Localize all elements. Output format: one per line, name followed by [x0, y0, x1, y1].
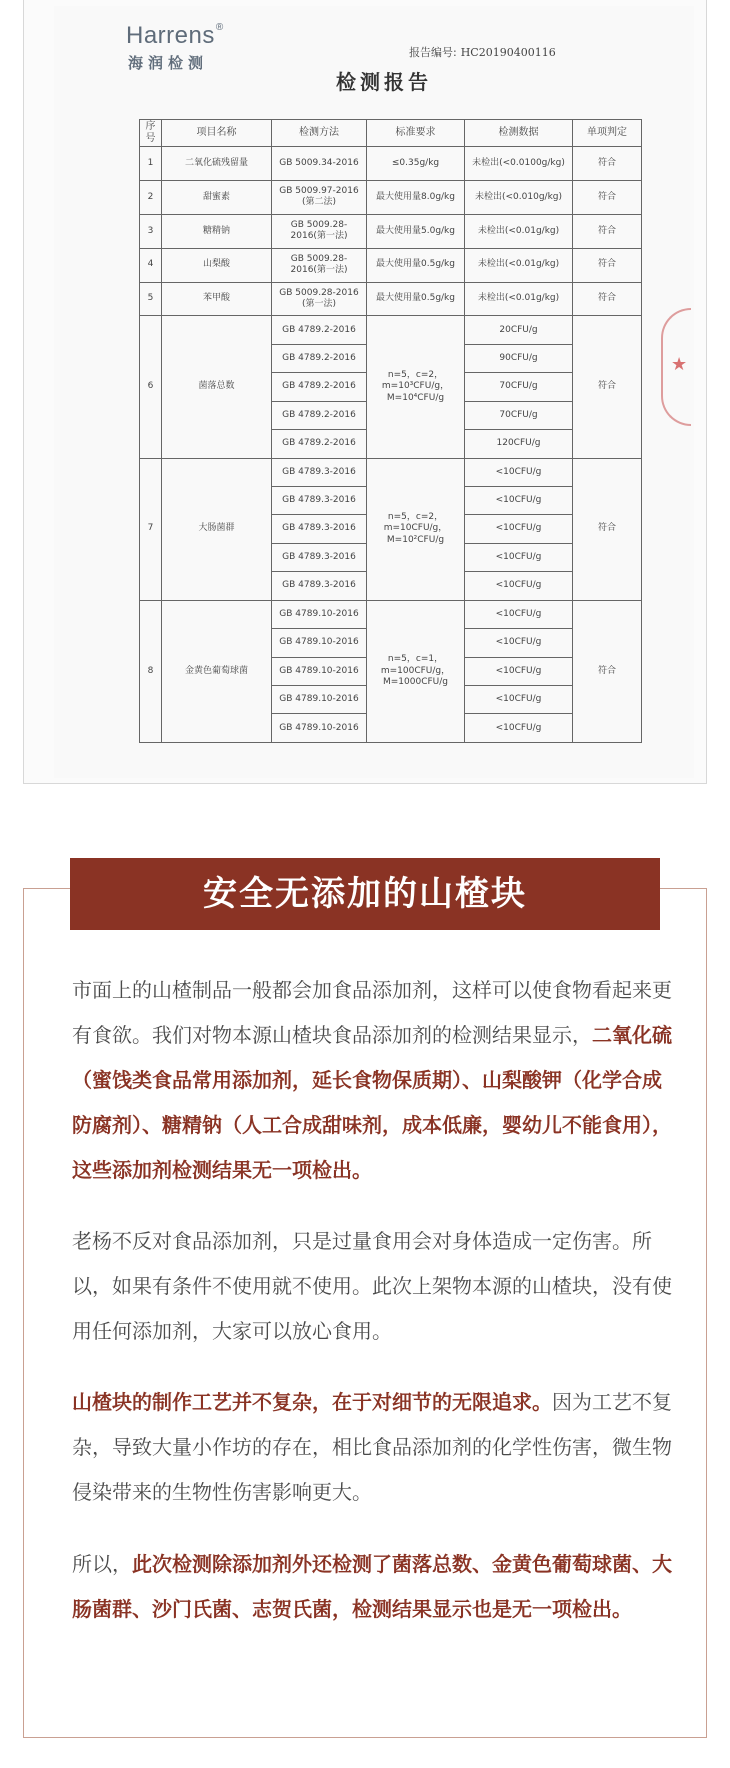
red-seal-stamp: [661, 308, 691, 426]
cell-std: n=5，c=2， m=10³CFU/g， M=10⁴CFU/g: [367, 316, 465, 458]
cell-data: 未检出(<0.01g/kg): [465, 248, 573, 282]
cell-seq: 7: [140, 458, 162, 600]
cell-data: 未检出(<0.01g/kg): [465, 214, 573, 248]
cell-method: GB 4789.10-2016: [272, 685, 367, 713]
paragraph-4: [72, 1542, 672, 1632]
paragraph-3: [72, 1380, 672, 1515]
cell-data: 未检出(<0.01g/kg): [465, 282, 573, 316]
report-title: 检测报告: [336, 70, 432, 94]
star-icon: ★: [671, 354, 688, 375]
cell-judge: 符合: [573, 282, 642, 316]
cell-method: GB 4789.3-2016: [272, 572, 367, 600]
cell-seq: 4: [140, 248, 162, 282]
cell-data: 20CFU/g: [465, 316, 573, 344]
cell-data: <10CFU/g: [465, 572, 573, 600]
cell-method: GB 5009.28-2016(第一法): [272, 214, 367, 248]
header-data: 检测数据: [465, 120, 573, 147]
cell-judge: 符合: [573, 147, 642, 181]
cell-seq: 1: [140, 147, 162, 181]
section-banner: [70, 858, 660, 930]
table-row: [140, 147, 642, 181]
cell-name: 大肠菌群: [162, 458, 272, 600]
table-row: [140, 180, 642, 214]
cell-method: GB 4789.3-2016: [272, 543, 367, 571]
brand-logo: [126, 22, 224, 50]
report-sheet: [54, 6, 694, 778]
cell-data: 120CFU/g: [465, 430, 573, 458]
cell-std: ≤0.35g/kg: [367, 147, 465, 181]
cell-data: 未检出(<0.0100g/kg): [465, 147, 573, 181]
cell-method: GB 5009.97-2016 (第二法): [272, 180, 367, 214]
registered-mark: ®: [215, 22, 224, 33]
table-body: [140, 147, 642, 743]
cell-data: <10CFU/g: [465, 515, 573, 543]
report-card: [23, 0, 707, 784]
cell-method: GB 4789.10-2016: [272, 657, 367, 685]
table-row: [140, 316, 642, 344]
cell-data: <10CFU/g: [465, 685, 573, 713]
header-judgement: 单项判定: [573, 120, 642, 147]
header-standard: 标准要求: [367, 120, 465, 147]
cell-name: 苯甲酸: [162, 282, 272, 316]
highlight-text: 此次检测除添加剂外还检测了菌落总数、金黄色葡萄球菌、大肠菌群、沙门氏菌、志贺氏菌，检测结果显示也是无一项检出。: [72, 1552, 672, 1621]
cell-name: 二氧化硫残留量: [162, 147, 272, 181]
cell-method: GB 4789.2-2016: [272, 344, 367, 372]
cell-method: GB 5009.28-2016 (第一法): [272, 282, 367, 316]
report-number: [409, 44, 556, 60]
cell-judge: 符合: [573, 600, 642, 742]
header-seq: 序号: [140, 120, 162, 147]
cell-method: GB 4789.2-2016: [272, 373, 367, 401]
cell-method: GB 5009.34-2016: [272, 147, 367, 181]
header-method: 检测方法: [272, 120, 367, 147]
table-row: [140, 214, 642, 248]
report-number-label: 报告编号:: [409, 46, 457, 59]
paragraph-1: [72, 968, 672, 1193]
cell-method: GB 4789.3-2016: [272, 458, 367, 486]
body-text: 老杨不反对食品添加剂，只是过量食用会对身体造成一定伤害。所以，如果有条件不使用就不使用。此次上架物本源的山楂块，没有使用任何添加剂，大家可以放心食用。: [72, 1229, 672, 1343]
cell-data: <10CFU/g: [465, 629, 573, 657]
cell-judge: 符合: [573, 316, 642, 458]
cell-name: 糖精钠: [162, 214, 272, 248]
highlight-text: 二氧化硫（蜜饯类食品常用添加剂，延长食物保质期）、山梨酸钾（化学合成防腐剂）、糖精钠（人工合成甜味剂，成本低廉，婴幼儿不能食用），这些添加剂检测结果无一项检出。: [72, 1023, 672, 1182]
cell-name: 甜蜜素: [162, 180, 272, 214]
body-text: 所以，: [72, 1552, 132, 1576]
brand-logo-chinese: 海润检测: [128, 54, 209, 72]
cell-data: 70CFU/g: [465, 373, 573, 401]
table-row: [140, 248, 642, 282]
cell-method: GB 4789.3-2016: [272, 515, 367, 543]
test-results-table: [139, 119, 642, 743]
table-row: [140, 458, 642, 486]
cell-data: 70CFU/g: [465, 401, 573, 429]
cell-method: GB 4789.2-2016: [272, 401, 367, 429]
cell-std: 最大使用量8.0g/kg: [367, 180, 465, 214]
table-row: [140, 600, 642, 628]
paragraph-2: [72, 1219, 672, 1354]
cell-data: <10CFU/g: [465, 600, 573, 628]
highlight-text: 山楂块的制作工艺并不复杂，在于对细节的无限追求。: [72, 1390, 552, 1414]
body-text: 市面上的山楂制品一般都会加食品添加剂，这样可以使食物看起来更有食欲。我们对物本源山楂块食品添加剂的检测结果显示，: [72, 978, 672, 1047]
section-title: 安全无添加的山楂块: [203, 874, 527, 914]
cell-data: 未检出(<0.010g/kg): [465, 180, 573, 214]
report-number-value: HC20190400116: [460, 46, 556, 59]
cell-data: <10CFU/g: [465, 486, 573, 514]
cell-method: GB 4789.3-2016: [272, 486, 367, 514]
cell-std: n=5，c=1， m=100CFU/g， M=1000CFU/g: [367, 600, 465, 742]
cell-seq: 3: [140, 214, 162, 248]
table-row: [140, 282, 642, 316]
table-header-row: [140, 120, 642, 147]
cell-method: GB 4789.10-2016: [272, 600, 367, 628]
cell-judge: 符合: [573, 248, 642, 282]
cell-std: 最大使用量0.5g/kg: [367, 282, 465, 316]
header-item: 项目名称: [162, 120, 272, 147]
cell-data: <10CFU/g: [465, 458, 573, 486]
cell-method: GB 4789.10-2016: [272, 629, 367, 657]
cell-name: 金黄色葡萄球菌: [162, 600, 272, 742]
cell-judge: 符合: [573, 214, 642, 248]
cell-seq: 5: [140, 282, 162, 316]
cell-data: <10CFU/g: [465, 657, 573, 685]
cell-std: 最大使用量5.0g/kg: [367, 214, 465, 248]
logo-text: Harrens: [126, 22, 215, 49]
cell-data: 90CFU/g: [465, 344, 573, 372]
body-text: 因为工艺不复杂，导致大量小作坊的存在，相比食品添加剂的化学性伤害，微生物侵染带来的生物性伤害影响更大。: [72, 1390, 672, 1504]
cell-judge: 符合: [573, 180, 642, 214]
cell-name: 山梨酸: [162, 248, 272, 282]
cell-std: n=5，c=2， m=10CFU/g， M=10²CFU/g: [367, 458, 465, 600]
cell-method: GB 4789.2-2016: [272, 316, 367, 344]
cell-method: GB 4789.10-2016: [272, 714, 367, 743]
cell-name: 菌落总数: [162, 316, 272, 458]
cell-method: GB 5009.28-2016(第一法): [272, 248, 367, 282]
cell-seq: 2: [140, 180, 162, 214]
cell-seq: 8: [140, 600, 162, 742]
cell-data: <10CFU/g: [465, 543, 573, 571]
cell-std: 最大使用量0.5g/kg: [367, 248, 465, 282]
cell-method: GB 4789.2-2016: [272, 430, 367, 458]
cell-seq: 6: [140, 316, 162, 458]
cell-data: <10CFU/g: [465, 714, 573, 743]
cell-judge: 符合: [573, 458, 642, 600]
